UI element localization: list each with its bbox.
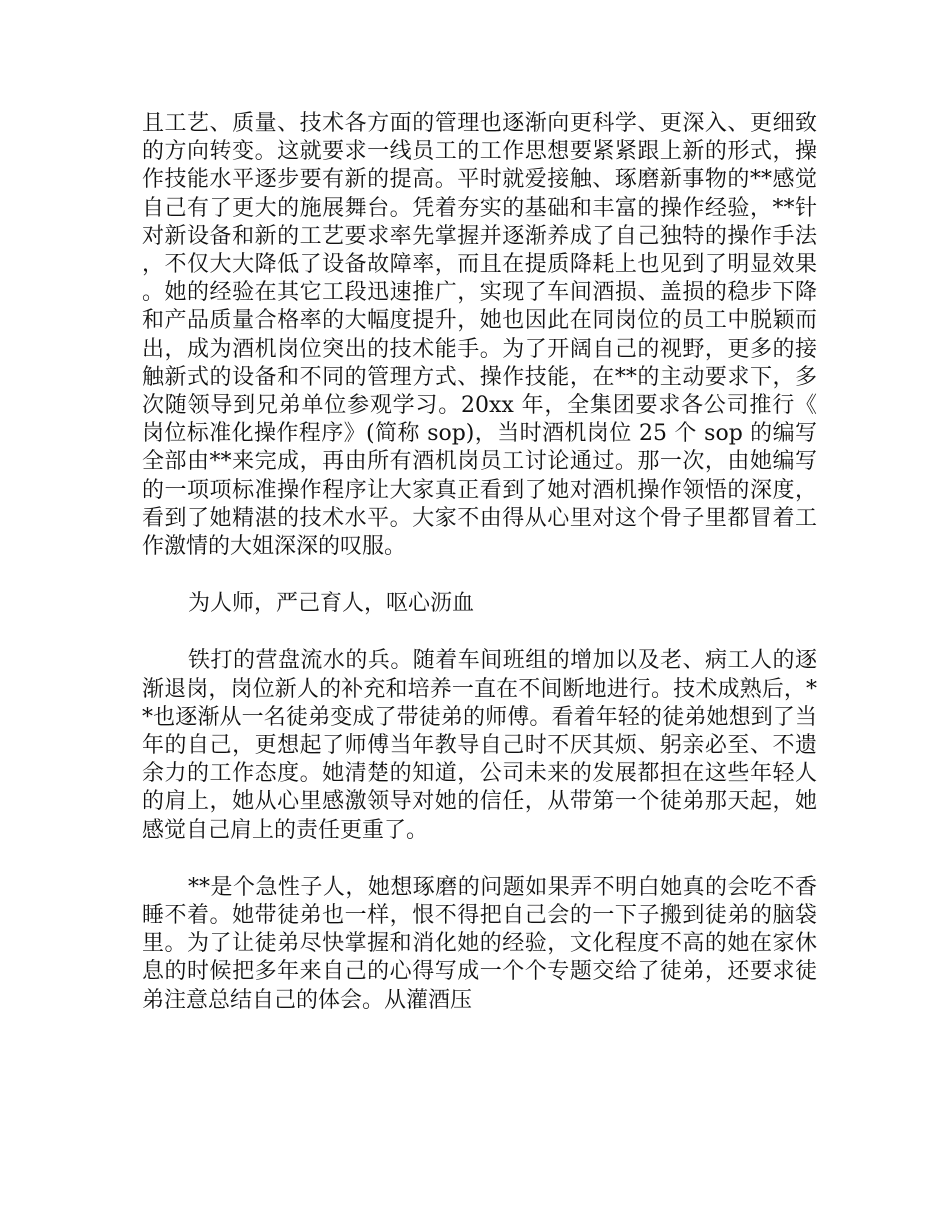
document-page <box>142 110 817 1015</box>
body-paragraph-1: 且工艺、质量、技术各方面的管理也逐渐向更科学、更深入、更细致的方向转变。这就要求一线员工的工作思想要紧紧跟上新的形式，操作技能水平逐步要有新的提高。平时就爱接触、琢磨新事物的**感觉自己有了更大的施展舞台。凭着夯实的基础和丰富的操作经验，**针对新设备和新的工艺要求率先掌握并逐渐养成了自己独特的操作手法，不仅大大降低了设备故障率，而且在提质降耗上也见到了明显效果。她的经验在其它工段迅速推广，实现了车间酒损、盖损的稳步下降和产品质量合格率的大幅度提升，她也因此在同岗位的员工中脱颖而出，成为酒机岗位突出的技术能手。为了开阔自己的视野，更多的接触新式的设备和不同的管理方式、操作技能，在**的主动要求下，多次随领导到兄弟单位参观学习。20xx 年，全集团要求各公司推行《岗位标准化操作程序》(简称 sop)，当时酒机岗位 25 个 sop 的编写全部由**来完成，再由所有酒机岗员工讨论通过。那一次，由她编写的一项项标准操作程序让大家真正看到了她对酒机操作领悟的深度，看到了她精湛的技术水平。大家不由得从心里对这个骨子里都冒着工作激情的大姐深深的叹服。 <box>142 111 817 560</box>
body-paragraph-3: **是个急性子人，她想琢磨的问题如果弄不明白她真的会吃不香睡不着。她带徒弟也一样，恨不得把自己会的一下子搬到徒弟的脑袋里。为了让徒弟尽快掌握和消化她的经验，文化程度不高的她在家休息的时候把多年来自己的心得写成一个个专题交给了徒弟，还要求徒弟注意总结自己的体会。从灌酒压 <box>142 874 817 1013</box>
body-paragraph-2: 铁打的营盘流水的兵。随着车间班组的增加以及老、病工人的逐渐退岗，岗位新人的补充和培养一直在不间断地进行。技术成熟后，**也逐渐从一名徒弟变成了带徒弟的师傅。看着年轻的徒弟她想到了当年的自己，更想起了师傅当年教导自己时不厌其烦、躬亲必至、不遗余力的工作态度。她清楚的知道，公司未来的发展都担在这些年轻人的肩上，她从心里感激领导对她的信任，从带第一个徒弟那天起，她感觉自己肩上的责任更重了。 <box>142 648 817 843</box>
section-heading: 为人师，严己育人，呕心沥血 <box>188 591 475 617</box>
